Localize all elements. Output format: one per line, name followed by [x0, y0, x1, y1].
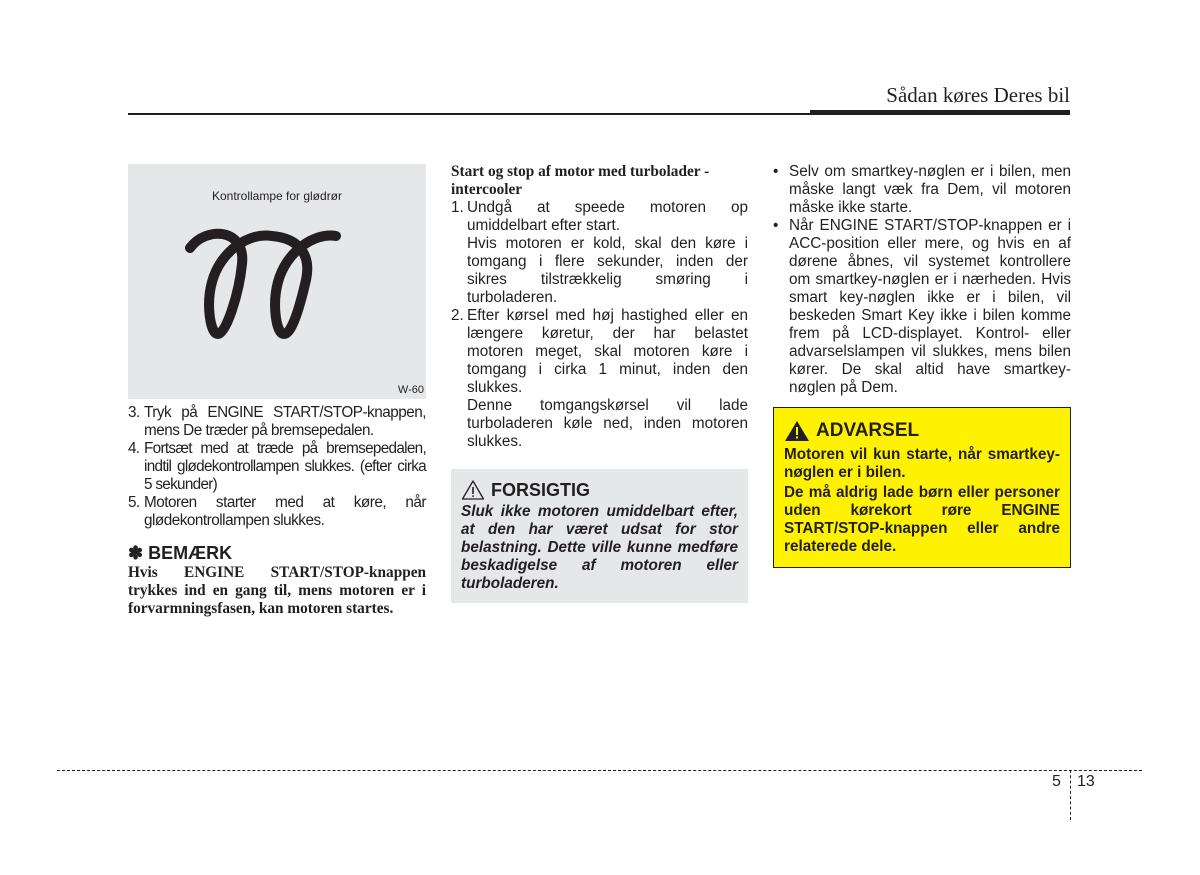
- warning-paragraph: Motoren vil kun starte, når smartkey-nøglen er i bilen.: [784, 446, 1060, 481]
- caution-title-text: FORSIGTIG: [491, 479, 590, 500]
- caution-text: Sluk ikke motoren umiddelbart efter, at den har været udsat for stor belastning. Dette ville kunne medføre beskadigelse af motoren eller turboladeren.: [461, 503, 738, 592]
- caution-triangle-icon: [461, 479, 485, 501]
- list-item: [773, 163, 1071, 217]
- header-rule-thick: [810, 110, 1070, 115]
- item-extra-text: Denne tomgangskørsel vil lade turboladeren køle ned, inden motoren slukkes.: [467, 397, 748, 450]
- list-item: [773, 217, 1071, 397]
- figure-caption: Kontrollampe for glødrør: [211, 189, 343, 203]
- warning-triangle-icon: [784, 420, 810, 442]
- list-item: [128, 440, 426, 494]
- list-item: [451, 307, 748, 397]
- step-text: Tryk på ENGINE START/STOP-knappen, mens De træder på bremsepedalen.: [144, 404, 426, 439]
- step-number: 3.: [128, 404, 140, 421]
- list-item: [128, 494, 426, 530]
- glow-plug-figure: [128, 164, 426, 399]
- step-number: 5.: [128, 494, 140, 511]
- note-text: Hvis ENGINE START/STOP-knappen trykkes ind en gang til, mens motoren er i forvarmningsfasen, kan motoren startes.: [128, 564, 426, 617]
- warning-paragraph: De må aldrig lade børn eller personer uden kørekort røre ENGINE START/STOP-knappen eller andre relaterede dele.: [784, 484, 1060, 555]
- step-text: Motoren starter med at køre, når glødekontrollampen slukkes.: [144, 494, 426, 529]
- caution-title: [461, 479, 738, 501]
- bullet-text: Når ENGINE START/STOP-knappen er i ACC-position eller mere, og hvis en af dørene åbnes, vil systemet kontrollere om smartkey-nøglen er i nærheden. Hvis smart key-nøglen ikke er i bilen, vil beskeden Smart Key ikke i bilen komme frem på LCD-displayet. Kontrol- eller advarselslampen vil slukkes, mens bilen kører. De skal altid have smartkey-nøglen på Dem.: [789, 217, 1071, 396]
- step-text: Fortsæt med at træde på bremsepedalen, indtil glødekontrollampen slukkes. (efter cirka 5 sekunder): [144, 440, 426, 493]
- note-symbol: ✽: [128, 543, 144, 563]
- item-extra-text: Hvis motoren er kold, skal den køre i tomgang i flere sekunder, inden der sikres tilstrækkelig smøring i turboladeren.: [467, 235, 748, 306]
- bullet-dot: •: [773, 163, 779, 180]
- warning-box: [773, 407, 1071, 568]
- caution-box: [451, 469, 748, 603]
- item-text: Efter kørsel med høj hastighed eller en længere køretur, der har belastet motoren meget, skal motoren køre i tomgang i cirka 1 minut, inden den slukkes.: [467, 307, 748, 396]
- list-item: [451, 199, 748, 235]
- page-number: 13: [1077, 773, 1095, 790]
- middle-column: [451, 163, 748, 451]
- glow-plug-coil-icon: [128, 164, 426, 399]
- item-text: Undgå at speede motoren op umiddelbart efter start.: [467, 199, 748, 234]
- footer-rule: [57, 770, 1142, 771]
- warning-title: [784, 420, 1060, 442]
- footer-divider: [1070, 770, 1071, 820]
- right-column: [773, 163, 1071, 397]
- note-title: BEMÆRK: [148, 543, 233, 563]
- warning-title-text: ADVARSEL: [816, 420, 920, 441]
- bullet-dot: •: [773, 217, 779, 234]
- note-heading: [128, 542, 426, 564]
- list-item: [128, 404, 426, 440]
- left-column: [128, 404, 426, 618]
- bullet-text: Selv om smartkey-nøglen er i bilen, men måske langt væk fra Dem, vil motoren måske ikke starte.: [789, 163, 1071, 216]
- section-heading: Start og stop af motor med turbolader - intercooler: [451, 163, 710, 198]
- figure-code: W-60: [397, 384, 424, 396]
- page-header-title: Sådan køres Deres bil: [886, 83, 1070, 107]
- step-number: 4.: [128, 440, 140, 457]
- item-number: 2.: [451, 307, 464, 324]
- header-rule: [128, 113, 810, 115]
- item-number: 1.: [451, 199, 464, 216]
- chapter-number: 5: [1052, 773, 1061, 790]
